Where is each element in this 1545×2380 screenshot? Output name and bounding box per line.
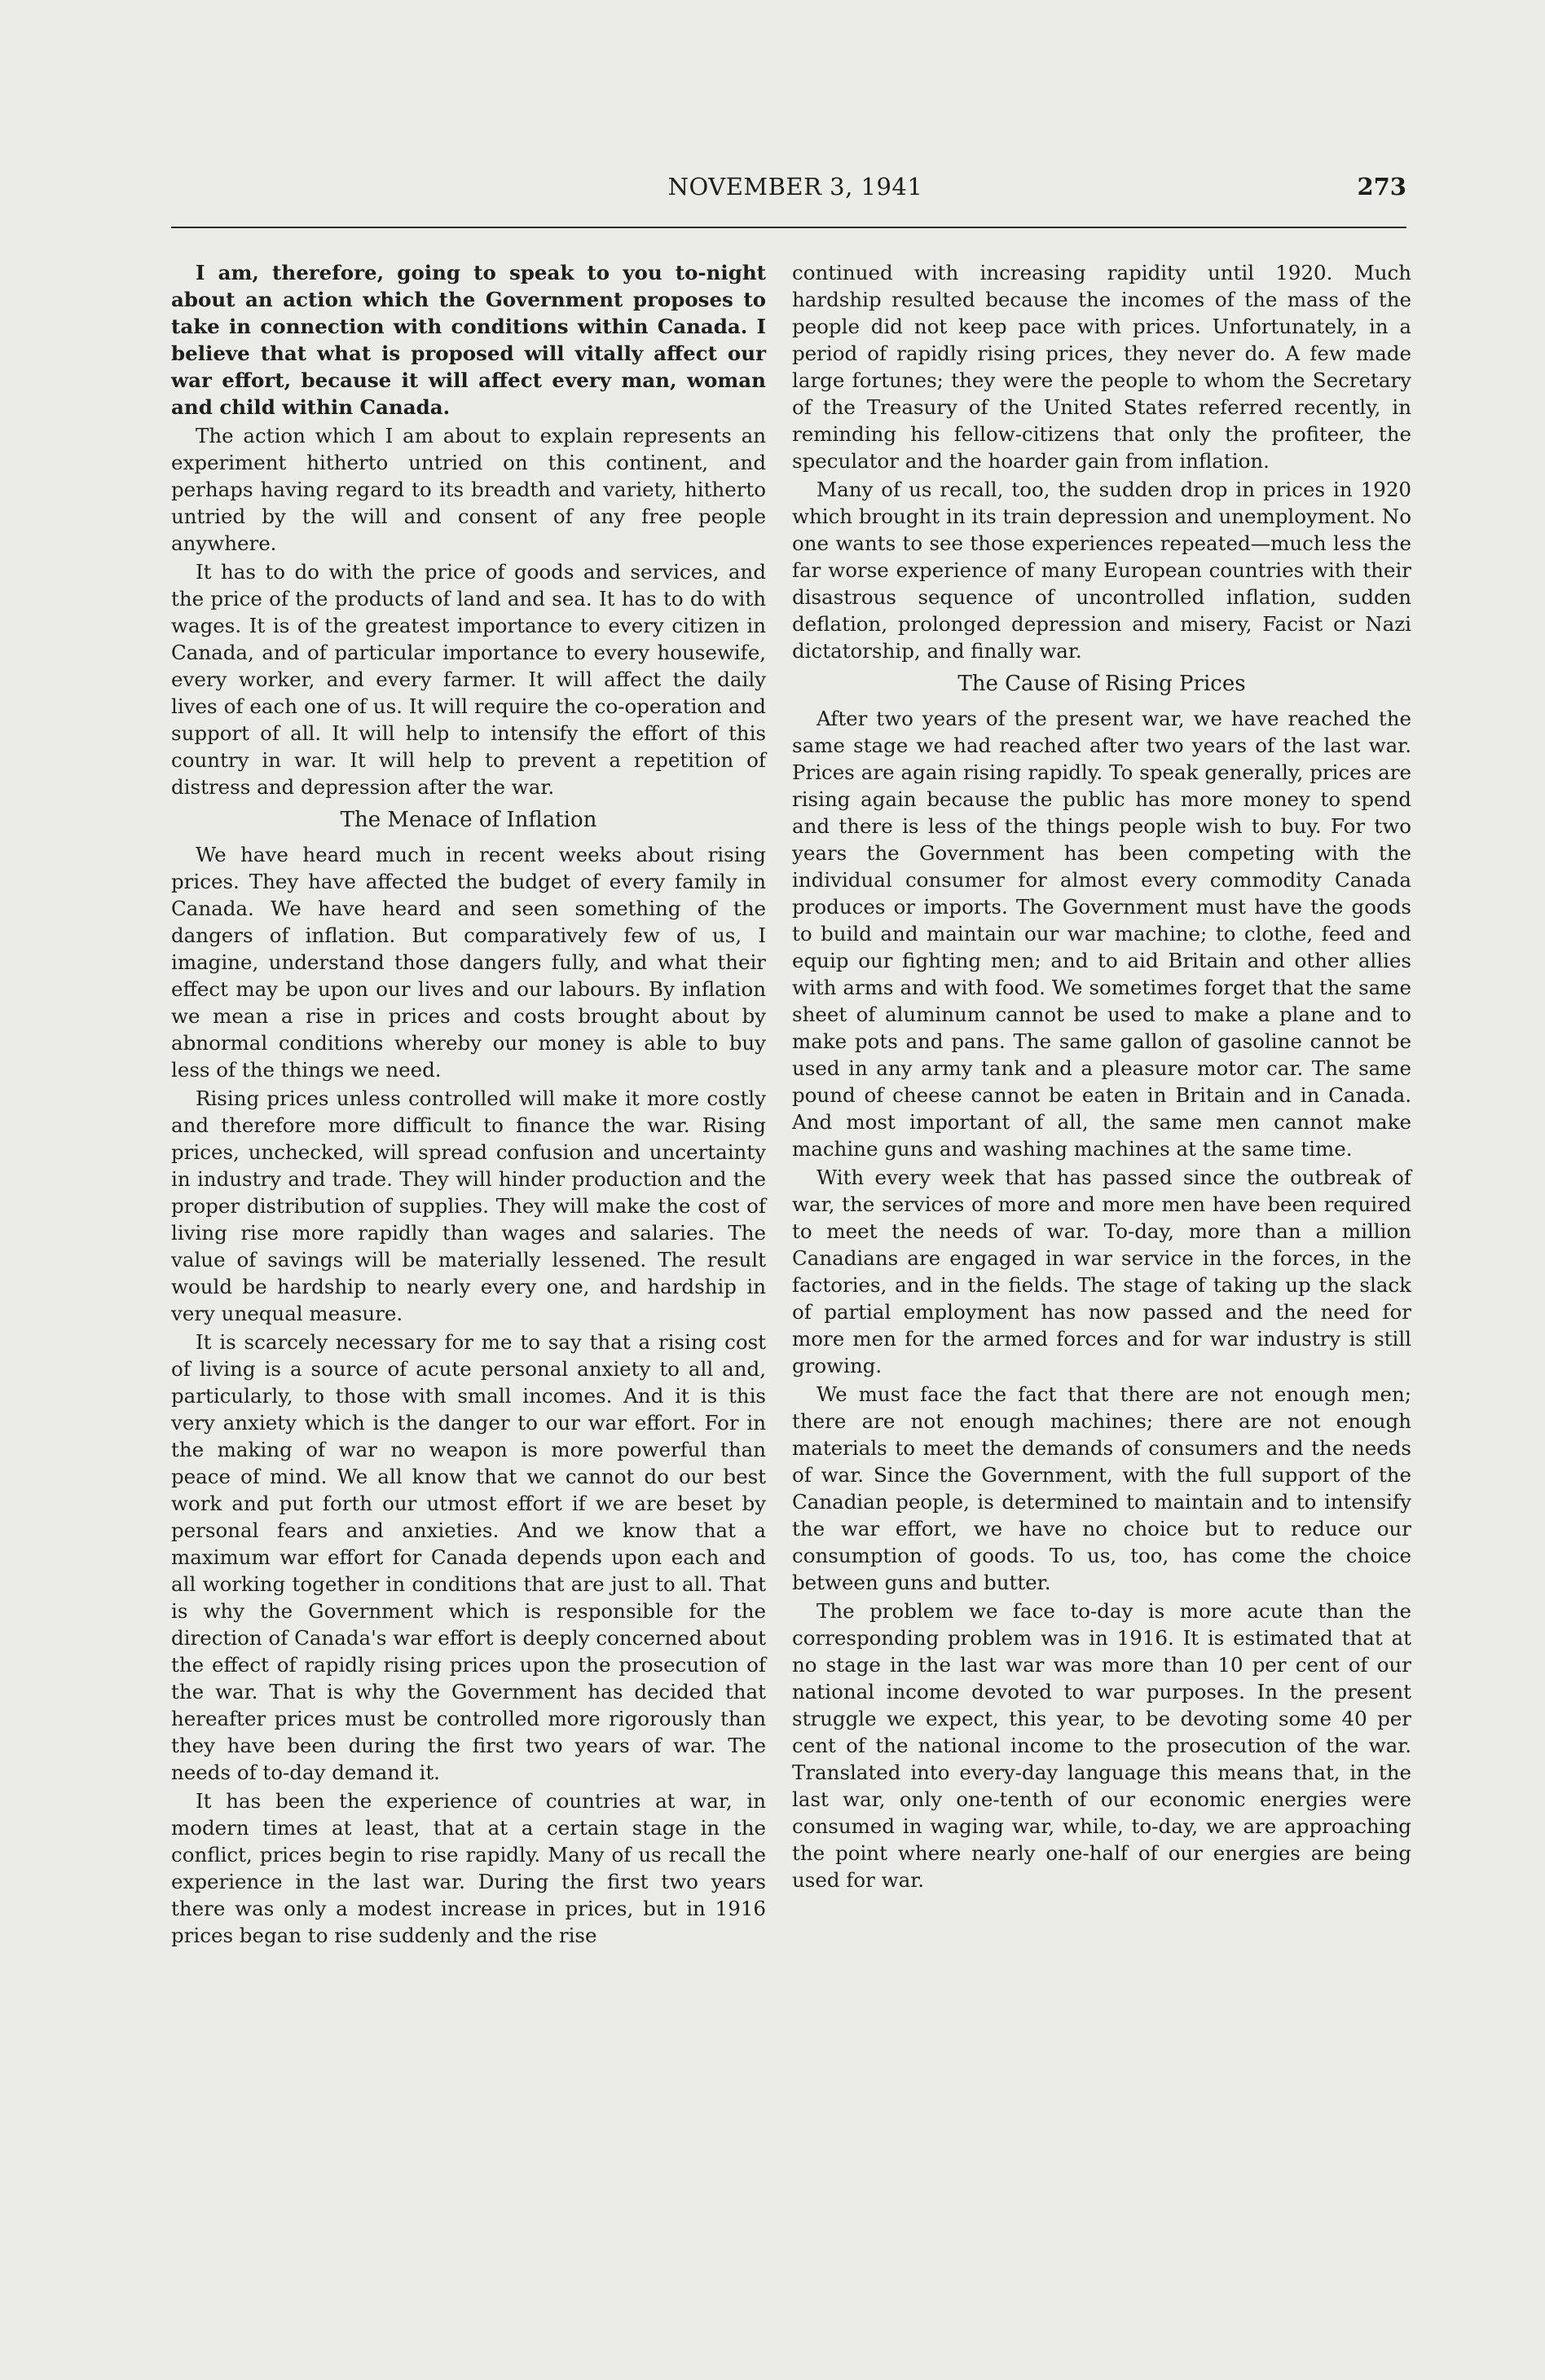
paragraph: After two years of the present war, we have reached the same stage we had reached after two years of the last war. Prices are again rising rapidly. To speak generally, prices are rising again because the public has more money to spend and there is less of the things people wish to buy. For two years the Government has been competing with the individual consumer for almost every commodity Canada produces or imports. The Government must have the goods to build and maintain our war machine; to clothe, feed and equip our fighting men; and to aid Britain and other allies with arms and with food. We sometimes forget that the same sheet of aluminum cannot be used to make a plane and to make pots and pans. The same gallon of gasoline cannot be used in any army tank and a pleasure motor car. The same pound of cheese cannot be eaten in Britain and in Canada. And most important of all, the same men cannot make machine guns and washing machines at the same time.	[792, 707, 1411, 1161]
paragraph: Rising prices unless controlled will make it more costly and therefore more difficult to finance the war. Rising prices, unchecked, will spread confusion and uncertainty in industry and trade. They will hinder production and the proper distribution of supplies. They will make the cost of living rise more rapidly than wages and salaries. The value of savings will be materially lessened. The result would be hardship to nearly every one, and hardship in very unequal measure.	[171, 1086, 766, 1325]
section-heading: The Menace of Inflation	[340, 808, 597, 832]
right-column	[792, 259, 1411, 1895]
paragraph: We must face the fact that there are not enough men; there are not enough machines; there are not enough materials to meet the demands of consumers and the needs of war. Since the Government, with the full support of the Canadian people, is determined to maintain and to intensify the war effort, we have no choice but to reduce our consumption of goods. To us, too, has come the choice between guns and butter.	[792, 1382, 1411, 1594]
page-header	[184, 173, 1406, 205]
paragraph: It has to do with the price of goods and services, and the price of the products of land and sea. It has to do with wages. It is of the greatest importance to every citizen in Canada, and of particular importance to every housewife, every worker, and every farmer. It will affect the daily lives of each one of us. It will require the co-operation and support of all. It will help to intensify the effort of this country in war. It will help to prevent a repetition of distress and depression after the war.	[171, 560, 766, 799]
paragraph: Many of us recall, too, the sudden drop in prices in 1920 which brought in its train depression and unemployment. No one wants to see those experiences repeated—much less the far worse experience of many European countries with their disastrous sequence of uncontrolled inflation, sudden deflation, prolonged depression and misery, Facist or Nazi dictatorship, and finally war.	[792, 478, 1411, 663]
paragraph: It has been the experience of countries at war, in modern times at least, that at a certain stage in the conflict, prices begin to rise rapidly. Many of us recall the experience in the last war. During the first two years there was only a modest increase in prices, but in 1916 prices began to rise suddenly and the rise	[171, 1789, 766, 1947]
paragraph: continued with increasing rapidity until 1920. Much hardship resulted because the incomes of the mass of the people did not keep pace with prices. Unfortunately, in a period of rapidly rising prices, they never do. A few made large fortunes; they were the people to whom the Secretary of the Treasury of the United States referred recently, in reminding his fellow-citizens that only the profiteer, the speculator and the hoarder gain from inflation.	[792, 261, 1411, 473]
header-date: NOVEMBER 3, 1941	[667, 173, 923, 201]
paragraph: It is scarcely necessary for me to say that a rising cost of living is a source of acute personal anxiety to all and, particularly, to those with small incomes. And it is this very anxiety which is the danger to our war effort. For in the making of war no weapon is more powerful than peace of mind. We all know that we cannot do our best work and put forth our utmost effort if we are beset by personal fears and anxieties. And we know that a maximum war effort for Canada depends upon each and all working together in conditions that are just to all. That is why the Government which is responsible for the direction of Canada's war effort is deeply concerned about the effect of rapidly rising prices upon the prosecution of the war. That is why the Government has decided that hereafter prices must be controlled more rigorously than they have been during the first two years of war. The needs of to-day demand it.	[171, 1330, 766, 1784]
paragraph: The action which I am about to explain represents an experiment hitherto untried on this continent, and perhaps having regard to its breadth and variety, hitherto untried by the will and consent of any free people anywhere.	[171, 424, 766, 555]
paragraph: I am, therefore, going to speak to you to-night about an action which the Government proposes to take in connection with conditions within Canada. I believe that what is proposed will vitally affect our war effort, because it will affect every man, woman and child within Canada.	[171, 261, 766, 419]
paragraph: The problem we face to-day is more acute than the corresponding problem was in 1916. It is estimated that at no stage in the last war was more than 10 per cent of our national income devoted to war purposes. In the present struggle we expect, this year, to be devoting some 40 per cent of the national income to the prosecution of the war. Translated into every-day language this means that, in the last war, only one-tenth of our economic energies were consumed in waging war, while, to-day, we are approaching the point where nearly one-half of our energies are being used for war.	[792, 1599, 1411, 1892]
header-rule	[171, 227, 1406, 228]
paragraph: With every week that has passed since the outbreak of war, the services of more and more men have been required to meet the needs of war. To-day, more than a million Canadians are engaged in war service in the forces, in the factories, and in the fields. The stage of taking up the slack of partial employment has now passed and the need for more men for the armed forces and for war industry is still growing.	[792, 1166, 1411, 1377]
paragraph: We have heard much in recent weeks about rising prices. They have affected the budget of every family in Canada. We have heard and seen something of the dangers of inflation. But comparatively few of us, I imagine, understand those dangers fully, and what their effect may be upon our lives and our labours. By inflation we mean a rise in prices and costs brought about by abnormal conditions whereby our money is able to buy less of the things we need.	[171, 843, 766, 1082]
section-heading: The Cause of Rising Prices	[957, 672, 1246, 696]
page-number: 273	[1357, 173, 1406, 201]
left-column	[171, 259, 766, 1950]
